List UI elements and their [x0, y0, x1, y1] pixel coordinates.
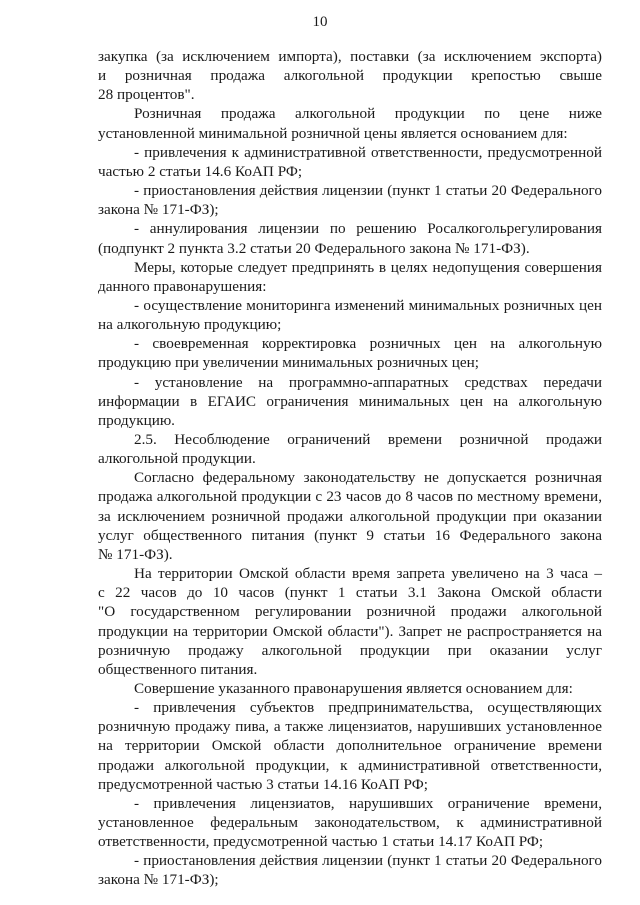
text-line: - приостановления действия лицензии (пункт 1 статьи 20 Федерального — [134, 182, 602, 199]
text-line: - установление на программно-аппаратных средствах передачи — [134, 373, 602, 391]
text-line: На территории Омской области время запрета увеличено на 3 часа – — [134, 565, 602, 582]
page-number: 10 — [312, 14, 328, 30]
text-line: услуг общественного питания (пункт 9 статьи 16 Федерального закона — [98, 526, 602, 544]
text-line: (подпункт 2 пункта 3.2 статьи 20 Федерального закона № 171-ФЗ). — [98, 239, 530, 257]
text-line: Согласно федеральному законодательству не допускается розничная — [134, 469, 602, 487]
text-line: 28 процентов". — [98, 86, 195, 104]
text-line: установленное федеральным законодательством, к административной — [98, 814, 602, 831]
text-line: продажи алкогольной продукции, к административной ответственности, — [98, 756, 602, 774]
text-line: на территории Омской области дополнительное ограничение времени — [98, 737, 602, 755]
text-line: продукции на территории Омской области"). Запрет не распространяется на — [98, 622, 602, 640]
text-line: № 171-ФЗ). — [98, 545, 173, 563]
text-line: розничную продажу алкогольной продукции при оказании услуг — [98, 641, 602, 659]
text-line: - привлечения лицензиатов, нарушивших ограничение времени, — [134, 794, 602, 812]
text-line: Розничная продажа алкогольной продукции по цене ниже — [134, 105, 602, 123]
text-line: 2.5. Несоблюдение ограничений времени розничной продажи — [134, 431, 602, 448]
text-line: ответственности, предусмотренной частью 1 статьи 14.17 КоАП РФ; — [98, 833, 544, 851]
text-line: - аннулирования лицензии по решению Росалкогольрегулирования — [134, 220, 602, 238]
text-line: - осуществление мониторинга изменений минимальных розничных цен — [134, 296, 602, 314]
text-line: и розничная продажа алкогольной продукции крепостью свыше — [98, 67, 602, 85]
text-line: закона № 171-ФЗ); — [98, 871, 219, 889]
text-line: на алкогольную продукцию; — [98, 316, 282, 334]
text-line: продажа алкогольной продукции с 23 часов до 8 часов по местному времени, — [98, 488, 602, 506]
text-line: - приостановления действия лицензии (пункт 1 статьи 20 Федерального — [134, 852, 602, 870]
text-line: предусмотренной частью 3 статьи 14.16 КоАП РФ; — [98, 775, 428, 793]
text-line: общественного питания. — [98, 660, 258, 678]
text-line: алкогольной продукции. — [98, 450, 256, 468]
text-line: за исключением розничной продажи алкогольной продукции при оказании — [98, 507, 602, 525]
text-line: продукцию. — [98, 411, 175, 429]
text-line: частью 2 статьи 14.6 КоАП РФ; — [98, 162, 303, 180]
text-line: продукцию при увеличении минимальных розничных цен; — [98, 354, 479, 372]
text-line: Совершение указанного правонарушения является основанием для: — [134, 679, 573, 697]
text-line: информации в ЕГАИС ограничения минимальных цен на алкогольную — [98, 392, 602, 410]
text-line: розничную продажу пива, а также лицензиатов, нарушивших установленное — [98, 718, 602, 736]
text-line: закона № 171-ФЗ); — [98, 201, 219, 219]
text-line: закупка (за исключением импорта), поставки (за исключением экспорта) — [98, 48, 602, 65]
text-line: установленной минимальной розничной цены является основанием для: — [98, 124, 568, 142]
text-line: с 22 часов до 10 часов (пункт 1 статьи 3.1 Закона Омской области — [98, 584, 602, 602]
text-line: - своевременная корректировка розничных цен на алкогольную — [134, 335, 602, 353]
text-line: данного правонарушения: — [98, 277, 267, 295]
text-line: - привлечения субъектов предпринимательства, осуществляющих — [134, 699, 602, 717]
text-line: "О государственном регулировании розничной продажи алкогольной — [98, 603, 602, 621]
text-line: - привлечения к административной ответственности, предусмотренной — [134, 143, 602, 161]
text-line: Меры, которые следует предпринять в целях недопущения совершения — [134, 258, 602, 276]
